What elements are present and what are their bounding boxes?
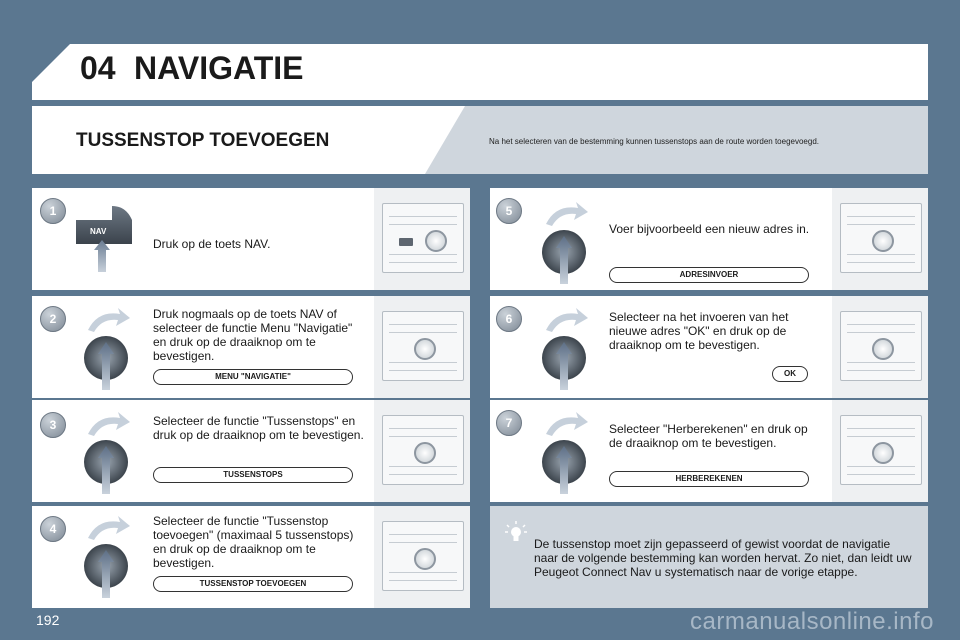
radio-thumbnail <box>832 296 928 398</box>
step-badge-4: 4 <box>40 516 66 542</box>
rotary-knob-icon <box>414 338 436 360</box>
note-text: De tussenstop moet zijn gepasseerd of gewist voordat de navigatie naar de volgende bestemming kan worden hervat. Zo niet, dan leidt uw Peugeot Connect Nav u systematisch naar de vorige etappe. <box>534 537 912 579</box>
nav-key-highlight <box>399 238 413 246</box>
step-text-4: Selecteer de functie "Tussenstop toevoegen" (maximaal 5 tussenstops) en druk op de draaiknop om te bevestigen. <box>153 514 354 570</box>
step-badge-6: 6 <box>496 306 522 332</box>
radio-unit-icon <box>840 203 922 273</box>
radio-thumbnail <box>374 296 470 398</box>
rotate-press-knob-icon <box>538 410 598 494</box>
herberekenen-button[interactable]: HERBEREKENEN <box>609 471 809 487</box>
radio-thumbnail <box>374 188 470 290</box>
step-text-5: Voer bijvoorbeeld een nieuw adres in. <box>609 222 810 236</box>
radio-unit-icon <box>840 415 922 485</box>
radio-unit-icon <box>840 311 922 381</box>
chapter-number: 04 <box>80 50 116 86</box>
step-badge-1: 1 <box>40 198 66 224</box>
radio-thumbnail <box>832 188 928 290</box>
rotary-knob-icon <box>872 442 894 464</box>
section-title: TUSSENSTOP TOEVOEGEN <box>76 130 330 151</box>
rotary-knob-icon <box>872 338 894 360</box>
radio-thumbnail <box>832 400 928 502</box>
rotary-knob-icon <box>414 548 436 570</box>
tussenstops-button[interactable]: TUSSENSTOPS <box>153 467 353 483</box>
step-text-3: Selecteer de functie "Tussenstops" en druk op de draaiknop om te bevestigen. <box>153 414 364 442</box>
radio-thumbnail <box>374 400 470 502</box>
rotate-press-knob-icon <box>80 514 140 598</box>
watermark: carmanualsonline.info <box>690 608 934 635</box>
lightbulb-icon <box>504 520 528 544</box>
step-badge-5: 5 <box>496 198 522 224</box>
nav-key-press-icon <box>76 206 148 272</box>
step-text-2: Druk nogmaals op de toets NAV of selecteer de functie Menu "Navigatie" en druk op de draaiknop om te bevestigen. <box>153 307 353 363</box>
radio-unit-icon <box>382 415 464 485</box>
radio-unit-icon <box>382 521 464 591</box>
step-text-1: Druk op de toets NAV. <box>153 237 271 251</box>
radio-unit-icon <box>382 203 464 273</box>
rotate-press-knob-icon <box>538 200 598 284</box>
step-badge-2: 2 <box>40 306 66 332</box>
step-text-7: Selecteer "Herberekenen" en druk op de draaiknop om te bevestigen. <box>609 422 808 450</box>
ok-button[interactable]: OK <box>772 366 808 382</box>
rotary-knob-icon <box>425 230 447 252</box>
menu-navigatie-button[interactable]: MENU "NAVIGATIE" <box>153 369 353 385</box>
rotary-knob-icon <box>414 442 436 464</box>
radio-thumbnail <box>374 506 470 608</box>
step-badge-7: 7 <box>496 410 522 436</box>
page-number: 192 <box>36 612 60 628</box>
step-badge-3: 3 <box>40 412 66 438</box>
nav-key-label: NAV <box>90 227 107 236</box>
rotary-knob-icon <box>872 230 894 252</box>
radio-unit-icon <box>382 311 464 381</box>
section-intro: Na het selecteren van de bestemming kunnen tussenstops aan de route worden toegevoegd. <box>489 137 819 146</box>
chapter-title: NAVIGATIE <box>134 50 304 86</box>
adresinvoer-button[interactable]: ADRESINVOER <box>609 267 809 283</box>
rotate-press-knob-icon <box>80 306 140 390</box>
rotate-press-knob-icon <box>538 306 598 390</box>
rotate-press-knob-icon <box>80 410 140 494</box>
step-text-6: Selecteer na het invoeren van het nieuwe adres "OK" en druk op de draaiknop om te bevestigen. <box>609 310 789 352</box>
tussenstop-toevoegen-button[interactable]: TUSSENSTOP TOEVOEGEN <box>153 576 353 592</box>
